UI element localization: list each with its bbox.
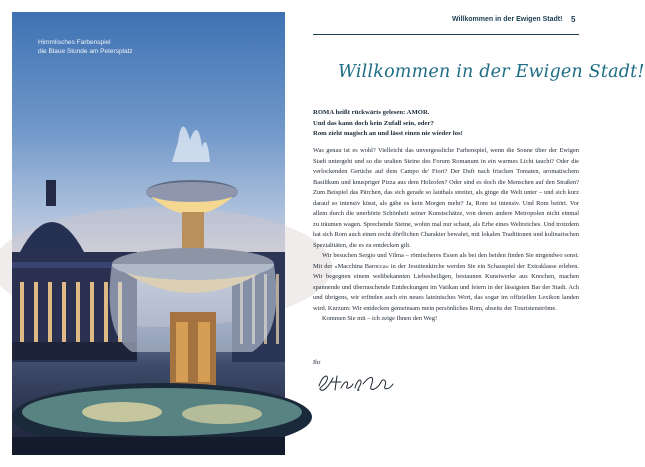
paragraph: Kommen Sie mit – ich zeige Ihnen den Weg! — [322, 315, 438, 322]
fountain-illustration — [12, 12, 285, 455]
fountain-photo — [12, 12, 285, 455]
intro-line: Und das kann doch kein Zufall sein, oder? — [313, 119, 434, 127]
chapter-title: Willkommen in der Ewigen Stadt! — [338, 62, 645, 82]
intro-line: ROMA heißt rückwärts gelesen: AMOR. — [313, 109, 430, 116]
intro-lead — [313, 108, 579, 140]
paragraph: Wir besuchen Sergio und Vilma – römischeres Essen als bei den beiden finden Sie nirgendwo sonst. Mit der »Macchina Barocca« in der Jesuitenkirche werden Sie ein Schauspiel der Extraklasse erleben. Wir begegnen einem weltbekannten Liebesheiligen, bestaunen Kunstwerke aus Knochen, machen spannende und überraschende Entdeckungen im Vatikan und feiern in der lässigsten Bar der Stadt. Ach und übrigens, wir erfinden auch ein neues lateinisches Wort, das sogar im offiziellen Lexikon landen wird. Kurzum: Wir entdecken gemeinsam mein persönliches Rom, abseits der Touristenströme. — [313, 252, 579, 312]
photo-caption: Himmlisches Farbenspiel die Blaue Stunde am Petersplatz — [38, 39, 133, 55]
intro-line: Rom zieht magisch an und lässt einen nie wieder los! — [313, 130, 463, 137]
page-number: 5 — [571, 15, 576, 24]
header-rule — [313, 34, 579, 35]
paragraph: Was genau ist es wohl? Vielleicht das unvergessliche Farbenspiel, wenn die Sonne über der Ewigen Stadt untergeht und so die uralten Steine des Forum Romanum in ein warmes Licht taucht? Oder die verlockenden Gerüche auf dem Campo de' Fiori? Der Duft nach frischen Tomaten, aromatischem Basilikum und knuspriger Pizza aus dem Holzofen? Oder sind es doch die Menschen auf den Straßen? Zum Beispiel das Pärchen, das sich gerade so lauthals streitet, als ginge die Welt unter – und sich kurz darauf so intensiv küsst, als gäbe es kein Morgen mehr? Ja, Rom ist intensiv. Und Rom betört. Vor allem durch die unerhörte Schönheit seiner Kunstschätze, von denen andere Metropolen nicht einmal zu träumen wagen. Sprechende Steine, wohin mal nur schaut, als Erbe eines Weltreiches. Und trotzdem hat sich Rom auch einen recht dörflichen Charakter bewahrt, mit lokalen Traditionen und kulinarischen Spezialitäten, die es zu entdecken gilt. — [313, 147, 579, 249]
running-header: Willkommen in der Ewigen Stadt! — [452, 16, 563, 23]
sign-off: Ihr — [313, 359, 321, 366]
body-text — [313, 146, 579, 325]
signature — [315, 370, 395, 394]
